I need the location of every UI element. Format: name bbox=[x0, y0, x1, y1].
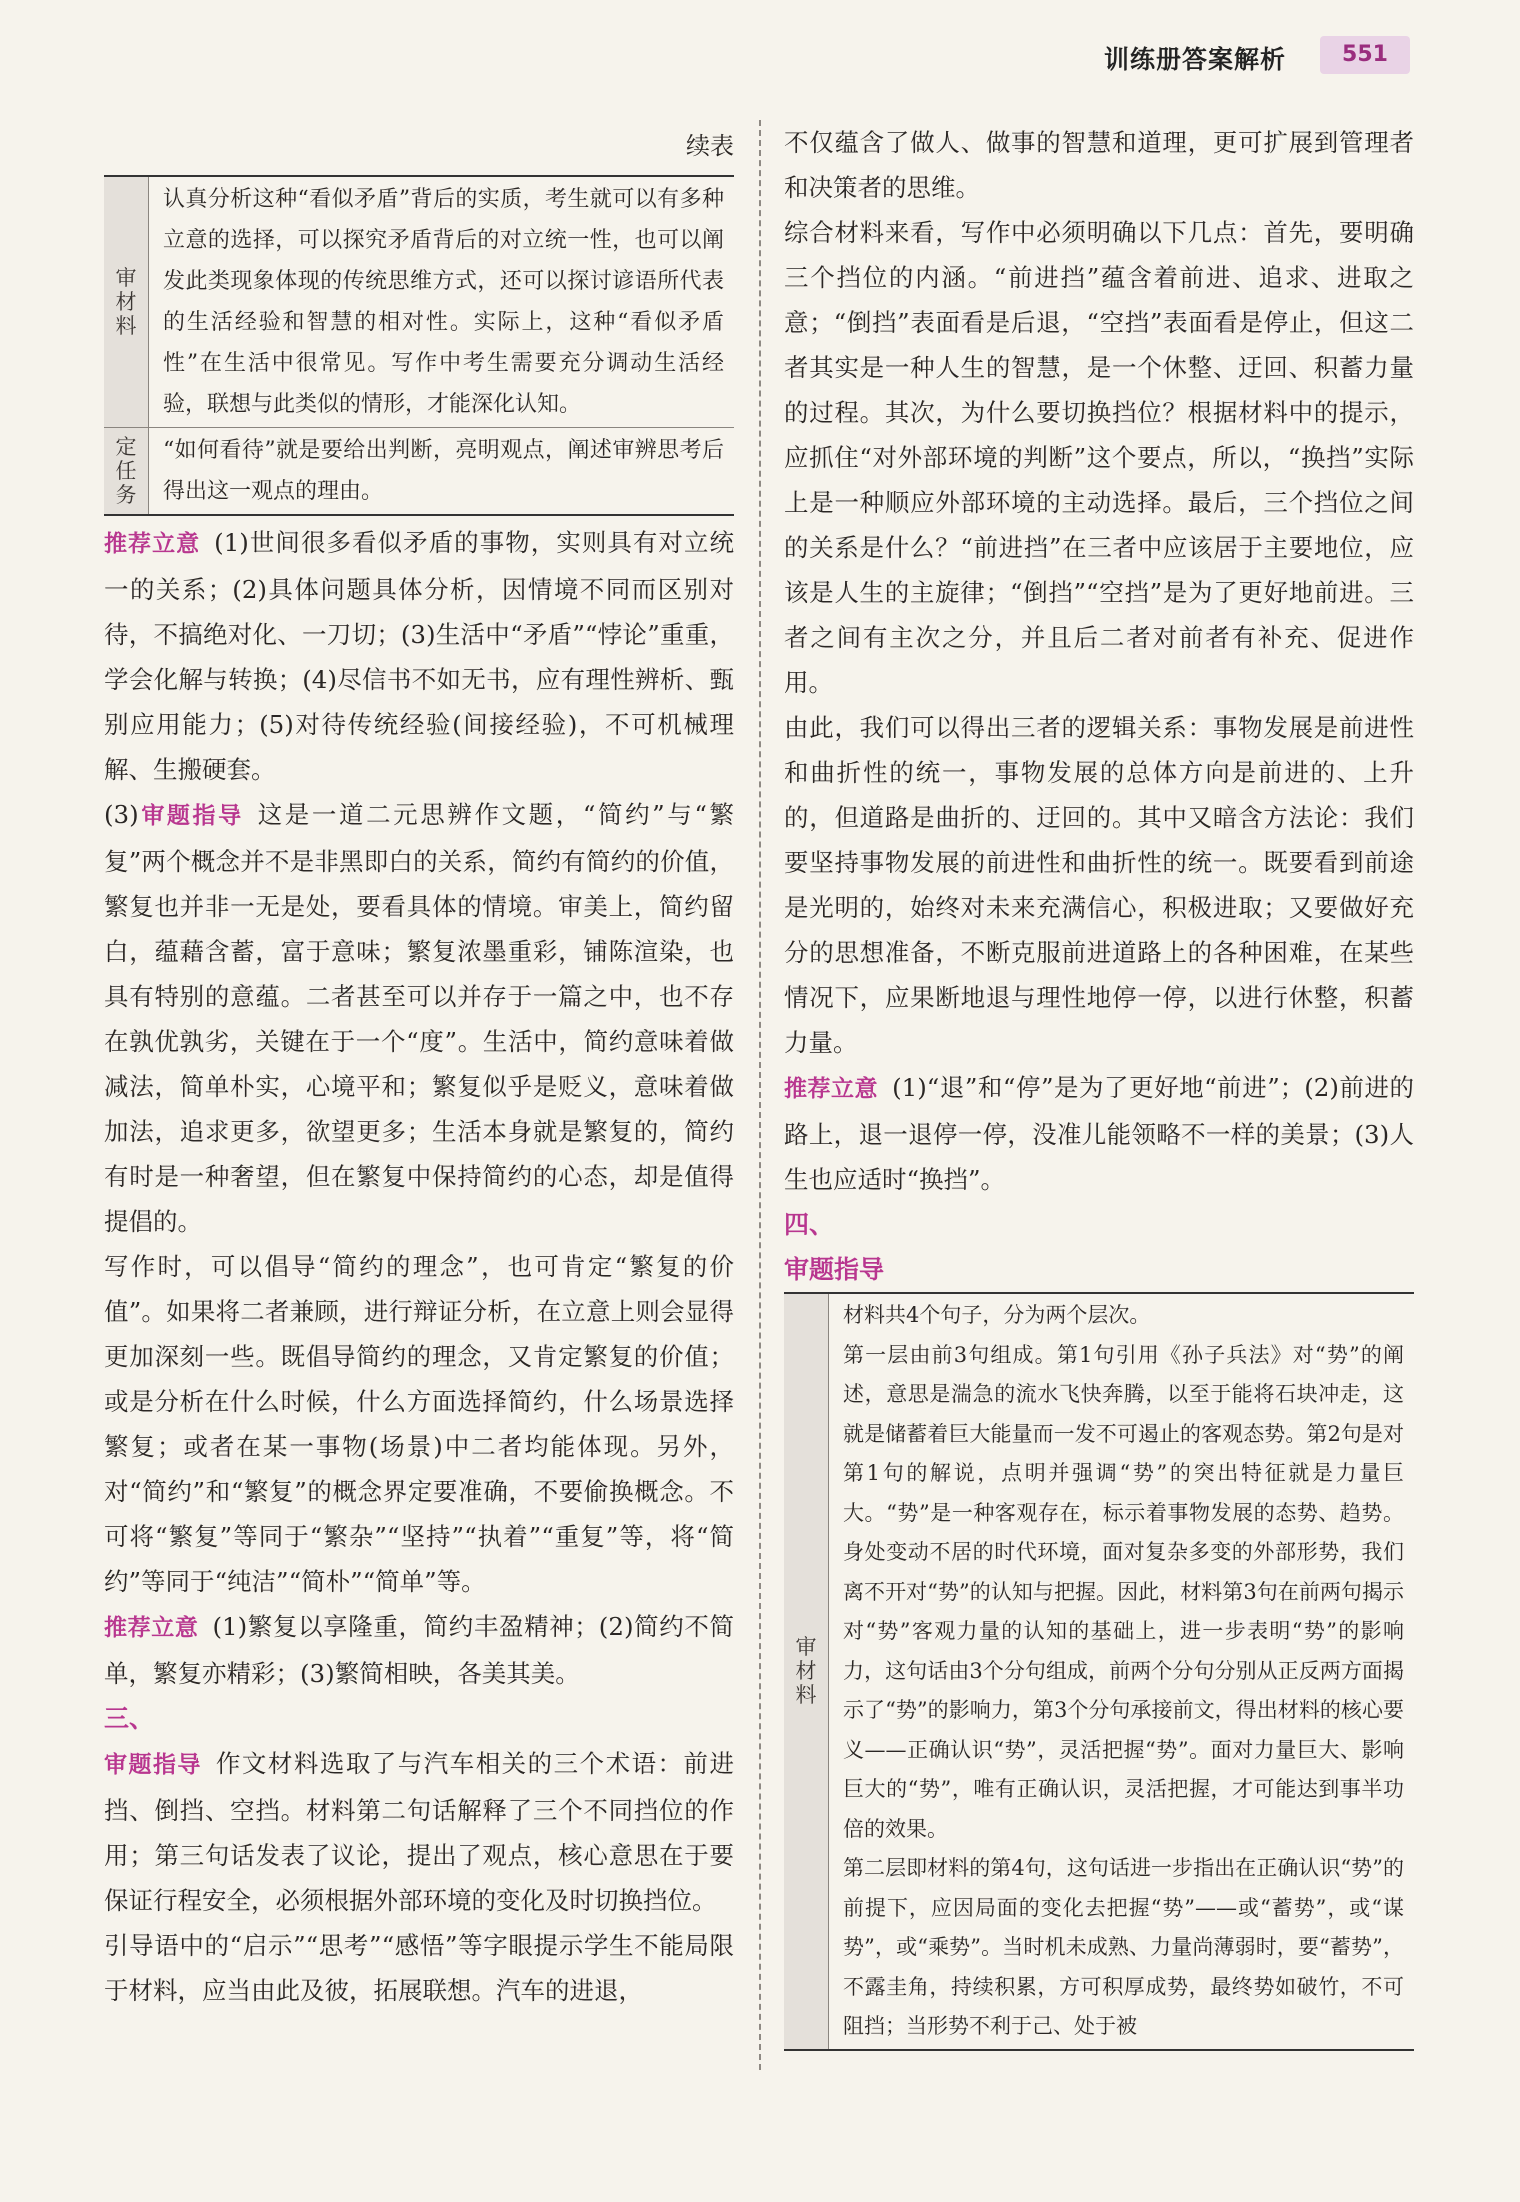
side-label-dingrenwu: 定 任 务 bbox=[104, 428, 149, 516]
rec-label: 推荐立意 bbox=[784, 1076, 879, 1102]
summary-paragraph: 综合材料来看，写作中必须明确以下几点：首先，要明确三个挡位的内涵。“前进挡”蕴含着前进、追求、进取之意；“倒挡”表面看是后退，“空挡”表面看是停止，但这二者其实是一种人生的智慧，是一个休整、迂回、积蓄力量的过程。其次，为什么要切换挡位？根据材料中的提示，应抓住“对外部环境的判断”这个要点，所以，“换挡”实际上是一种顺应外部环境的主动选择。最后，三个挡位之间的关系是什么？“前进挡”在三者中应该居于主要地位，应该是人生的主旋律；“倒挡”“空挡”是为了更好地前进。三者之间有主次之分，并且后二者对前者有补充、促进作用。 bbox=[784, 218, 1414, 697]
guide-section-3: 审题指导 作文材料选取了与汽车相关的三个术语：前进挡、倒挡、空挡。材料第二句话解释了三个不同挡位的作用；第三句话发表了议论，提出了观点，核心意思在于要保证行程安全，必须根据外部环境的变化及时切换挡位。 bbox=[104, 1749, 735, 1915]
left-column bbox=[104, 120, 734, 2013]
side-label-shencailiao: 审 材 料 bbox=[784, 1293, 829, 2050]
material-p2: 第一层由前3句组成。第1句引用《孙子兵法》对“势”的阐述，意思是湍急的流水飞快奔腾，以至于能将石块冲走，这就是储蓄着巨大能量而一发不可遏止的客观态势。第2句是对第1句的解说，点明并强调“势”的突出特征就是力量巨大。“势”是一种客观存在，标示着事物发展的态势、趋势。身处变动不居的时代环境，面对复杂多变的外部形势，我们离不开对“势”的认知与把握。因此，材料第3句在前两句揭示对“势”客观力量的认知的基础上，进一步表明“势”的影响力，这句话由3个分句组成，前两个分句分别从正反两方面揭示了“势”的影响力，第3个分句承接前文，得出材料的核心要义——正确认识“势”，灵活把握“势”。面对力量巨大、影响巨大的“势”，唯有正确认识，灵活把握，才可能达到事半功倍的效果。 bbox=[843, 1342, 1404, 1841]
section-four-heading: 四、 bbox=[784, 1210, 835, 1239]
column-divider bbox=[759, 120, 761, 2070]
table-row bbox=[104, 176, 734, 428]
table-cell bbox=[829, 1293, 1415, 2050]
header-title: 训练册答案解析 bbox=[1104, 45, 1287, 74]
section-three-heading: 三、 bbox=[104, 1704, 155, 1733]
guide-4-heading: 审题指导 bbox=[784, 1255, 885, 1284]
guide-label: 审题指导 bbox=[138, 803, 244, 829]
guide-label: 审题指导 bbox=[104, 1752, 202, 1778]
material-p3: 第二层即材料的第4句，这句话进一步指出在正确认识“势”的前提下，应因局面的变化去把握“势”——或“蓄势”，或“谋势”，或“乘势”。当时机未成熟、力量尚薄弱时，要“蓄势”，不露圭角，持续积累，方可积厚成势，最终势如破竹，不可阻挡；当形势不利于己、处于被 bbox=[843, 1856, 1404, 2038]
analysis-table bbox=[104, 175, 734, 516]
rec-label: 推荐立意 bbox=[104, 531, 201, 557]
table-row bbox=[784, 1293, 1414, 2050]
page-number-badge: 551 bbox=[1320, 36, 1410, 74]
table-cell: 认真分析这种“看似矛盾”背后的实质，考生就可以有多种立意的选择，可以探究矛盾背后的对立统一性，也可以阐发此类现象体现的传统思维方式，还可以探讨谚语所代表的生活经验和智慧的相对性。实际上，这种“看似矛盾性”在生活中很常见。写作中考生需要充分调动生活经验，联想与此类似的情形，才能深化认知。 bbox=[163, 187, 724, 417]
writing-paragraph: 写作时，可以倡导“简约的理念”，也可肯定“繁复的价值”。如果将二者兼顾，进行辩证分析，在立意上则会显得更加深刻一些。既倡导简约的理念，又肯定繁复的价值；或是分析在什么时候，什么方面选择简约，什么场景选择繁复；或者在某一事物(场景)中二者均能体现。另外，对“简约”和“繁复”的概念界定要准确，不要偷换概念。不可将“繁复”等同于“繁杂”“坚持”“执着”“重复”等，将“简约”等同于“纯洁”“简朴”“简单”等。 bbox=[104, 1252, 734, 1596]
continued-paragraph: 不仅蕴含了做人、做事的智慧和道理，更可扩展到管理者和决策者的思维。 bbox=[784, 128, 1414, 202]
guide-words-paragraph: 引导语中的“启示”“思考”“感悟”等字眼提示学生不能局限于材料，应当由此及彼，拓展联想。汽车的进退， bbox=[104, 1931, 734, 2005]
table-row bbox=[104, 428, 734, 516]
guide-3: (3)审题指导 这是一道二元思辨作文题，“简约”与“繁复”两个概念并不是非黑即白的关系，简约有简约的价值，繁复也并非一无是处，要看具体的情境。审美上，简约留白，蕴藉含蓄，富于意味；繁复浓墨重彩，铺陈渲染，也具有特别的意蕴。二者甚至可以并存于一篇之中，也不存在孰优孰劣，关键在于一个“度”。生活中，简约意味着做减法，简单朴实，心境平和；繁复似乎是贬义，意味着做加法，追求更多，欲望更多；生活本身就是繁复的，简约有时是一种奢望，但在繁复中保持简约的心态，却是值得提倡的。 bbox=[104, 800, 735, 1236]
right-column bbox=[784, 120, 1414, 2055]
material-table bbox=[784, 1292, 1414, 2051]
material-p1: 材料共4个句子，分为两个层次。 bbox=[843, 1303, 1151, 1327]
rec-label: 推荐立意 bbox=[104, 1615, 199, 1641]
table-cell: “如何看待”就是要给出判断，亮明观点，阐述审辨思考后得出这一观点的理由。 bbox=[149, 428, 735, 516]
recommended-theme-1: 推荐立意 (1)世间很多看似矛盾的事物，实则具有对立统一的关系；(2)具体问题具体分析，因情境不同而区别对待，不搞绝对化、一刀切；(3)生活中“矛盾”“悖论”重重，学会化解与转换；(4)尽信书不如无书，应有理性辨析、甄别应用能力；(5)对待传统经验(间接经验)，不可机械理解、生搬硬套。 bbox=[104, 528, 735, 784]
continued-label: 续表 bbox=[686, 132, 734, 160]
recommended-theme-3: 推荐立意 (1)“退”和“停”是为了更好地“前进”；(2)前进的路上，退一退停一停，没准儿能领略不一样的美景；(3)人生也应适时“换挡”。 bbox=[784, 1073, 1414, 1194]
side-label-shencailiao: 审 材 料 bbox=[104, 176, 149, 428]
recommended-theme-2: 推荐立意 (1)繁复以享隆重，简约丰盈精神；(2)简约不简单，繁复亦精彩；(3)繁简相映，各美其美。 bbox=[104, 1612, 734, 1688]
logic-paragraph: 由此，我们可以得出三者的逻辑关系：事物发展是前进性和曲折性的统一，事物发展的总体方向是前进的、上升的，但道路是曲折的、迂回的。其中又暗含方法论：我们要坚持事物发展的前进性和曲折性的统一。既要看到前途是光明的，始终对未来充满信心，积极进取；又要做好充分的思想准备，不断克服前进道路上的各种困难，在某些情况下，应果断地退与理性地停一停，以进行休整，积蓄力量。 bbox=[784, 713, 1414, 1057]
